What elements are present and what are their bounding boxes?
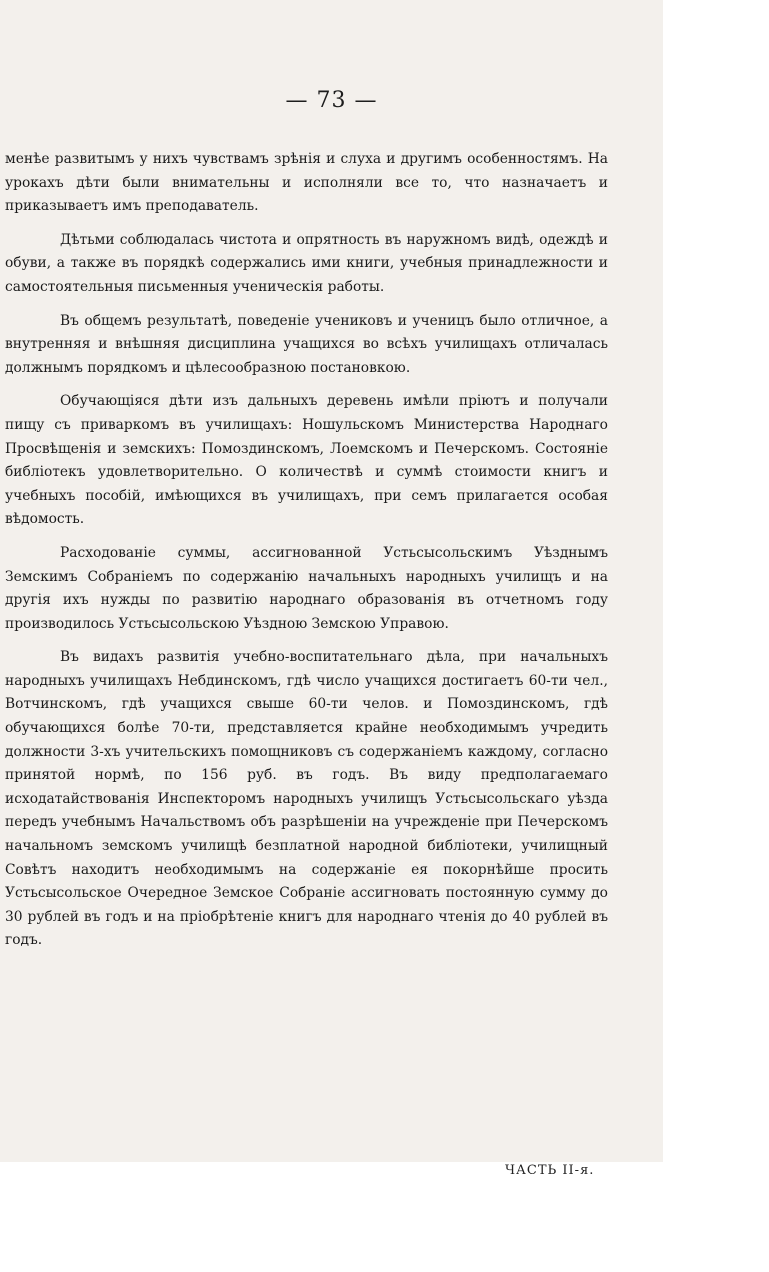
- paragraph-1: менѣе развитымъ у нихъ чувствамъ зрѣнія и слуха и другимъ особенностямъ. На урокахъ дѣти были внимательны и исполняли все то, что назначаетъ и приказываетъ имъ преподаватель.: [5, 151, 608, 215]
- signature-mark: ЧАСТЬ II-я.: [505, 1163, 595, 1178]
- paragraph-3: Въ общемъ результатѣ, поведеніе учениковъ и ученицъ было отличное, а внутренняя и внѣшняя дисциплина учащихся во всѣхъ училищахъ отличалась должнымъ порядкомъ и цѣлесообразною постановкою.: [5, 312, 608, 376]
- body-text: [5, 148, 608, 963]
- paragraph-2: Дѣтьми соблюдалась чистота и опрятность въ наружномъ видѣ, одеждѣ и обуви, а также въ порядкѣ содержались ими книги, учебныя принадлежности и самостоятельныя письменныя ученическія работы.: [5, 231, 608, 295]
- paragraph-6: Въ видахъ развитія учебно-воспитательнаго дѣла, при начальныхъ народныхъ училищахъ Небдинскомъ, гдѣ число учащихся достигаетъ 60-ти чел., Вотчинскомъ, гдѣ учащихся свыше 60-ти челов. и Помоздинскомъ, гдѣ обучающихся болѣе 70-ти, представляется крайне необходимымъ учредить должности 3-хъ учительскихъ помощниковъ съ содержаніемъ каждому, согласно принятой нормѣ, по 156 руб. въ годъ. Въ виду предполагаемаго исходатайствованія Инспекторомъ народныхъ училищъ Устьсысольскаго уѣзда передъ учебнымъ Начальствомъ объ разрѣшеніи на учрежденіе при Печерскомъ начальномъ земскомъ училищѣ безплатной народной библіотеки, училищный Совѣтъ находитъ необходимымъ на содержаніе ея покорнѣйше просить Устьсысольское Очередное Земское Собраніе ассигновать постоянную сумму до 30 рублей въ годъ и на пріобрѣтеніе книгъ для народнаго чтенія до 40 рублей въ годъ.: [5, 649, 608, 949]
- paragraph-4: Обучающіяся дѣти изъ дальныхъ деревень имѣли пріютъ и получали пищу съ приваркомъ въ училищахъ: Ношульскомъ Министерства Народнаго Просвѣщенія и земскихъ: Помоздинскомъ, Лоемскомъ и Печерскомъ. Состояніе библіотекъ удовлетворительно. О количествѣ и суммѣ стоимости книгъ и учебныхъ пособій, имѣющихся въ училищахъ, при семъ прилагается особая вѣдомость.: [5, 393, 608, 528]
- paragraph-5: Расходованіе суммы, ассигнованной Устьсысольскимъ Уѣзднымъ Земскимъ Собраніемъ по содержанію начальныхъ народныхъ училищъ и на другія ихъ нужды по развитію народнаго образованія въ отчетномъ году производилось Устьсысольскою Уѣздною Земскою Управою.: [5, 544, 608, 632]
- page-number: — 73 —: [285, 88, 378, 113]
